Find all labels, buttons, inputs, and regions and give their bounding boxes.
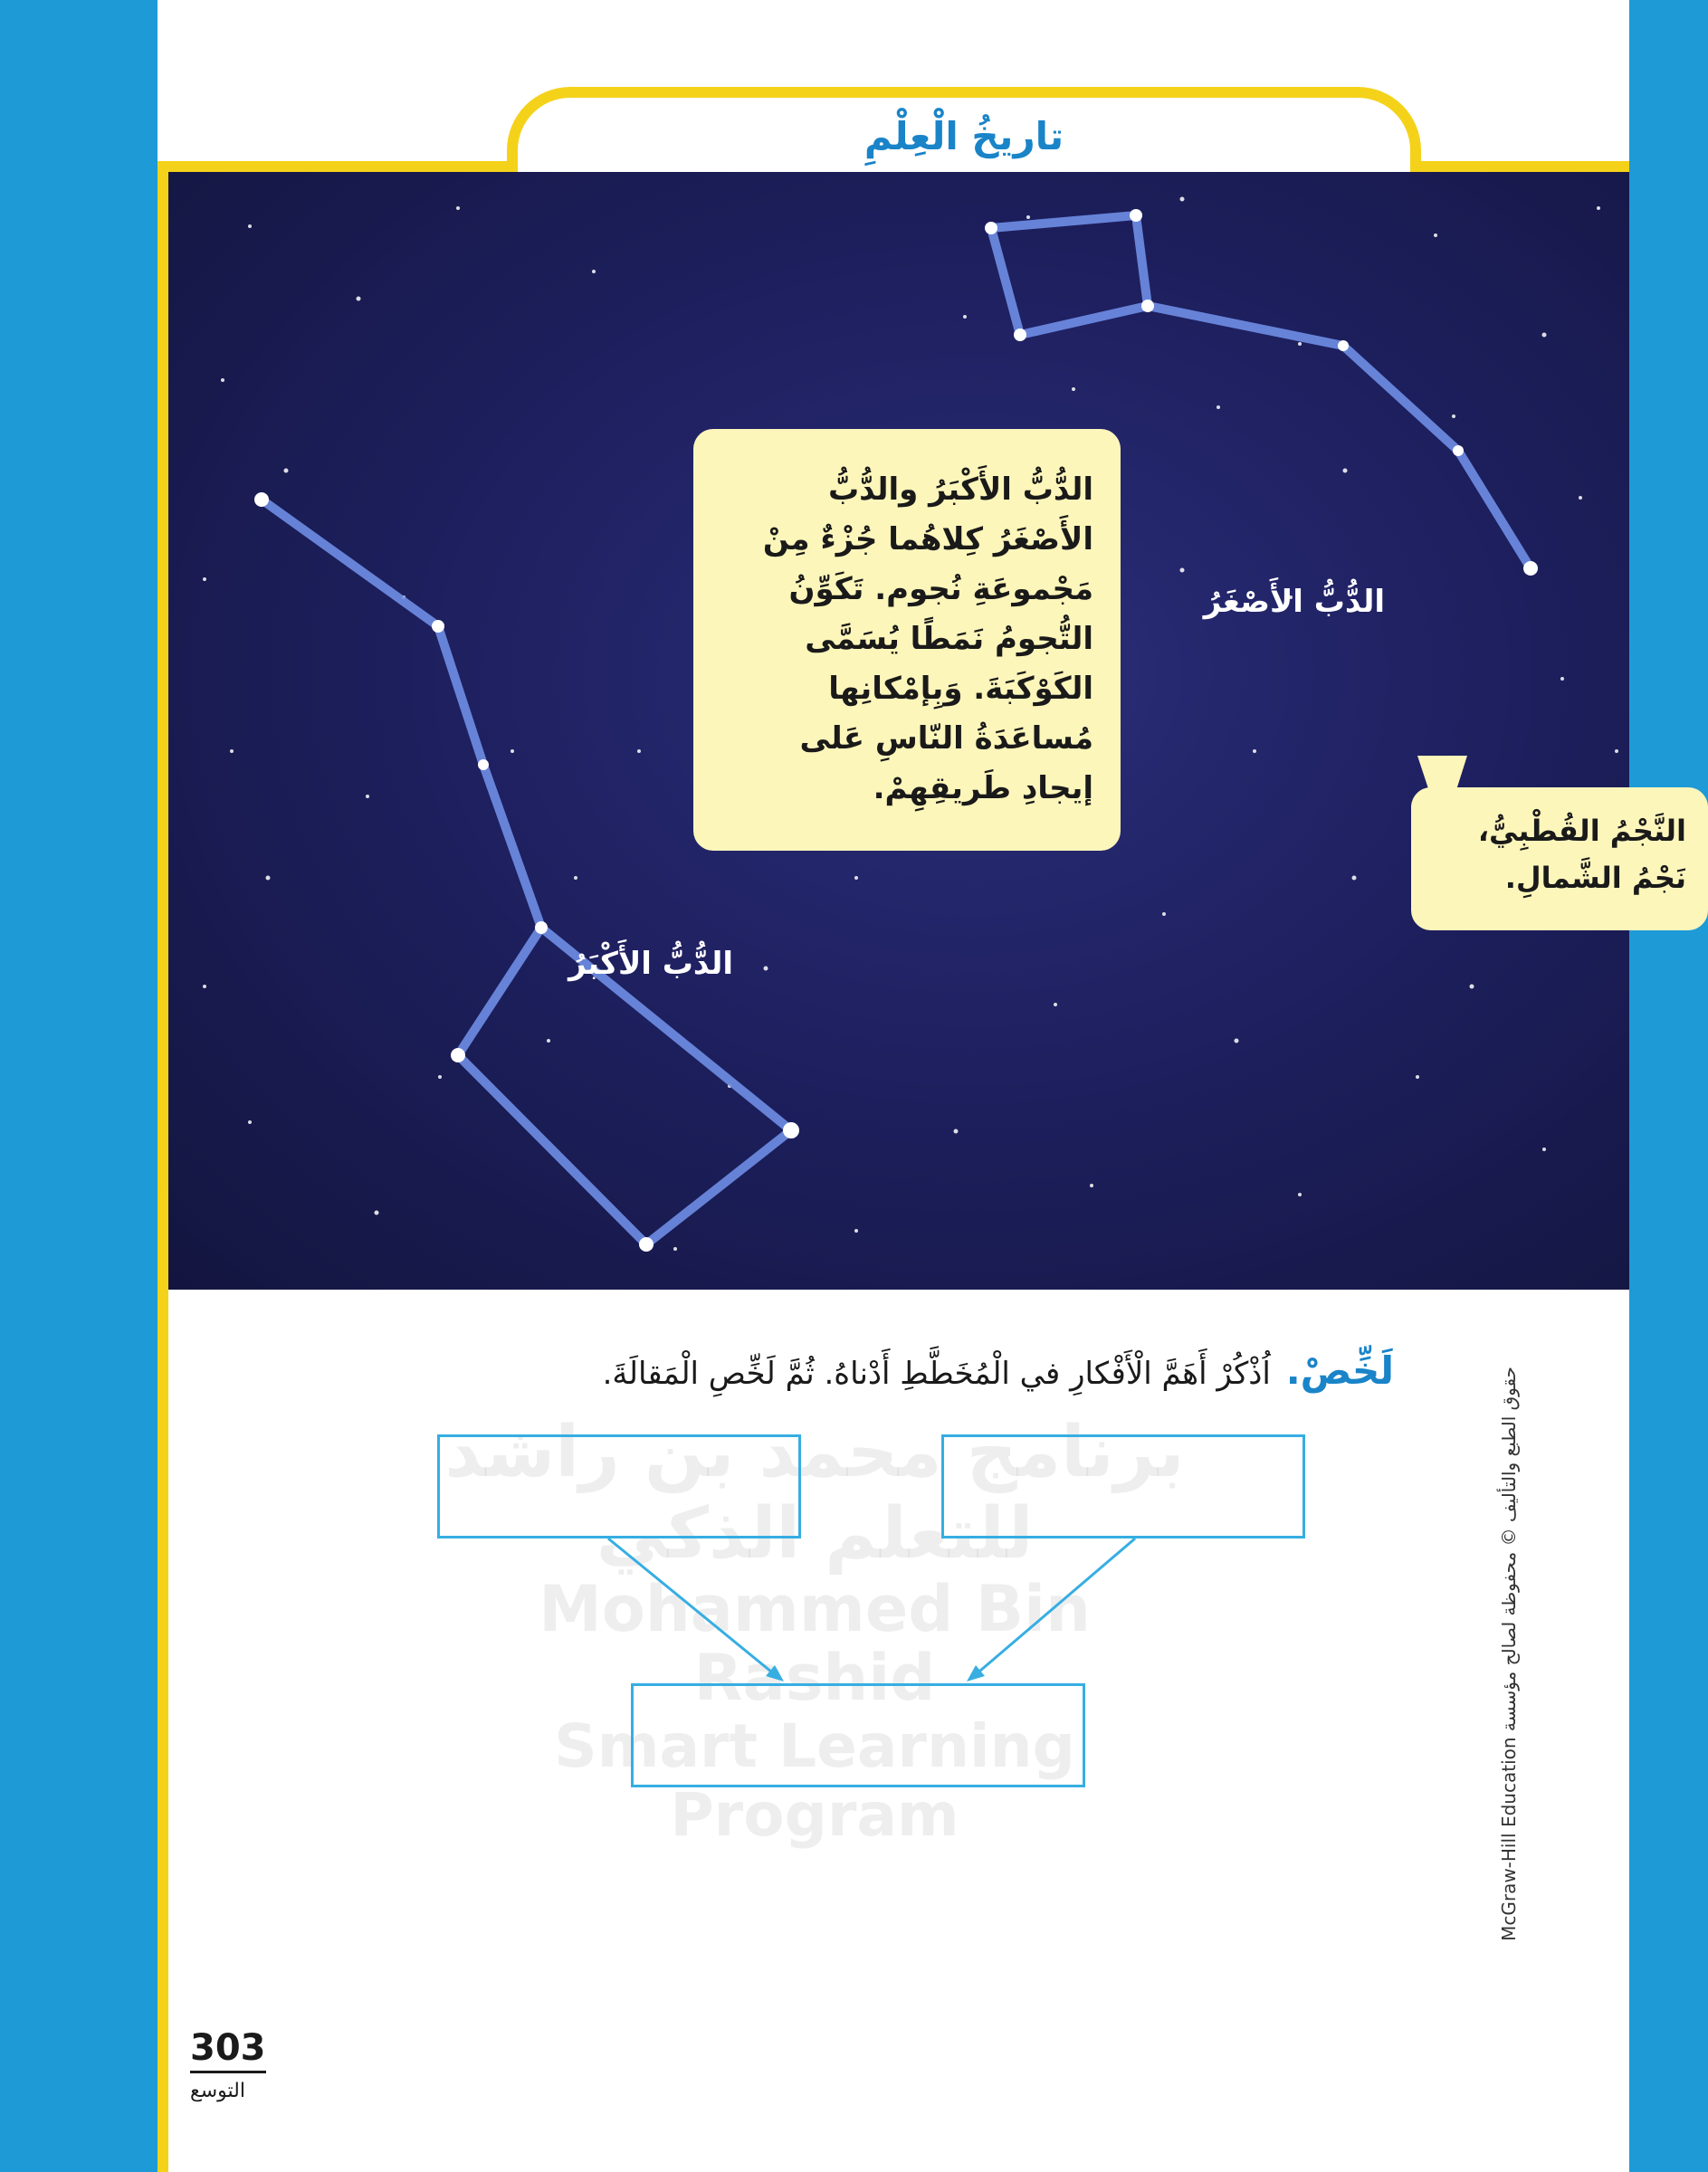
unit-name: التوسع [190, 2080, 245, 2102]
polaris-bubble [1411, 787, 1708, 930]
little-dipper-label: الدُّبُّ الأَصْغَرُ [1203, 584, 1385, 620]
big-dipper-label: الدُّبُّ الأَكْبَرُ [568, 946, 733, 982]
info-line: مَجْموعَةِ نُجوم. تَكَوِّنُ [788, 571, 1093, 607]
info-line: الكَوْكَبَةَ. وَبِإمْكانِها [828, 671, 1093, 707]
main-idea-box-left[interactable] [437, 1434, 801, 1538]
section-title: تاريخُ الْعِلْمِ [864, 114, 1064, 158]
info-line: الدُّبُّ الأَكْبَرُ والدُّبُّ [827, 472, 1093, 508]
page-number: 303 [190, 2027, 266, 2073]
polaris-line: نَجْمُ الشَّمالِ. [1504, 861, 1686, 895]
summary-instruction-text: اُذْكُرْ أَهَمَّ الْأَفْكارِ في الْمُخَطَّطِ أَدْناهُ. ثُمَّ لَخِّصِ الْمَقالَةَ. [602, 1356, 1271, 1392]
polaris-line: النَّجْمُ القُطْبِيُّ، [1477, 814, 1686, 848]
info-line: التُّجومُ نَمَطًا يُسَمَّى [805, 621, 1093, 657]
info-line: مُساعَدَةُ النّاسِ عَلى [799, 720, 1093, 757]
main-idea-box-right[interactable] [941, 1434, 1305, 1538]
copyright-credit: حقوق الطبع والتأليف © محفوظة لصالح مؤسسة McGraw-Hill Education [1498, 1367, 1520, 1941]
info-line: الأَصْغَرُ كِلاهُما جُزْءٌ مِنْ [762, 521, 1093, 557]
constellation-info-bubble [693, 429, 1121, 851]
section-tab [507, 87, 1421, 174]
summary-keyword: لَخِّصْ. [1285, 1348, 1394, 1393]
summary-instruction [603, 1348, 1394, 1393]
summary-box[interactable] [631, 1683, 1085, 1787]
info-line: إيجادِ طَريقِهِمْ. [873, 770, 1093, 806]
night-sky-illustration [168, 172, 1686, 1290]
